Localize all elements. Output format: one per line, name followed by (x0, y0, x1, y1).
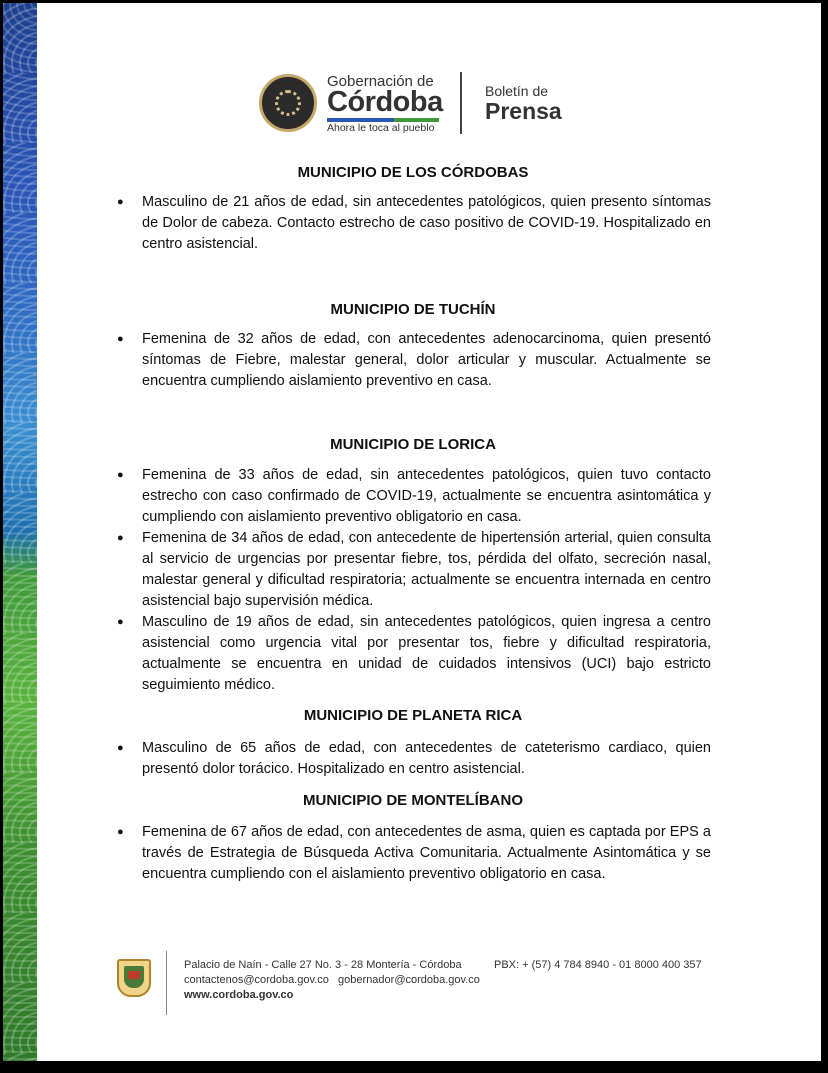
letterhead (259, 69, 589, 139)
band-pattern (3, 3, 37, 1061)
footer-address: Palacio de Naín - Calle 27 No. 3 - 28 Montería - Córdoba (184, 959, 462, 971)
case-paragraph: Masculino de 21 años de edad, sin antecedentes patológicos, quien presento síntomas de Dolor de cabeza. Contacto estrecho de caso positivo de COVID-19. Hospitalizado en centro asistencial. (142, 194, 711, 252)
bullet-icon: ● (117, 532, 124, 544)
decorative-side-band (3, 3, 37, 1061)
section-title-planeta-rica: MUNICIPIO DE PLANETA RICA (303, 707, 523, 724)
case-paragraph: Femenina de 67 años de edad, con antecedentes de asma, quien es captada por EPS a través de Estrategia de Búsqueda Activa Comunitaria. Actualmente Asintomática y se encuentra cumpliendo con el aislamiento preventivo obligatorio en casa. (142, 824, 711, 882)
gob-big-text: Córdoba (327, 86, 443, 118)
case-paragraph: Femenina de 34 años de edad, con antecedente de hipertensión arterial, quien consulta al servicio de urgencias por presentar fiebre, tos, pérdida del olfato, secreción nasal, malestar general y dificultad respiratoria; actualmente se encuentra internada en centro asistencial bajo supervisión médica. (142, 530, 711, 609)
bullet-icon: ● (117, 826, 124, 838)
bulletin-big-text: Prensa (485, 98, 562, 124)
header-divider (460, 72, 462, 134)
footer-website: www.cordoba.gov.co (184, 989, 294, 1001)
document-page (3, 3, 821, 1061)
coat-of-arms-icon (117, 959, 151, 997)
footer (3, 943, 821, 1023)
bulletin-small-text: Boletín de (485, 83, 549, 99)
case-paragraph: Femenina de 32 años de edad, con antecedentes adenocarcinoma, quien presentó síntomas de Fiebre, malestar general, dolor articular y muscular. Actualmente se encuentra cumpliendo aislamiento preventivo en casa. (142, 331, 711, 389)
section-title-los-cordobas: MUNICIPIO DE LOS CÓRDOBAS (297, 164, 529, 181)
government-seal-icon (259, 74, 317, 132)
gob-small-text: Gobernación de (327, 73, 434, 90)
case-paragraph: Femenina de 33 años de edad, sin antecedentes patológicos, quien tuvo contacto estrecho con caso confirmado de COVID-19, actualmente se encuentra asintomática y cumpliendo con aislamiento preventivo obligatorio en casa. (142, 467, 711, 525)
bullet-icon: ● (117, 333, 124, 345)
bullet-icon: ● (117, 742, 124, 754)
bullet-icon: ● (117, 616, 124, 628)
bullet-icon: ● (117, 196, 124, 208)
footer-phone: PBX: + (57) 4 784 8940 - 01 8000 400 357 (494, 959, 702, 971)
section-title-montelibano: MUNICIPIO DE MONTELÍBANO (303, 792, 523, 809)
section-title-tuchin: MUNICIPIO DE TUCHÍN (330, 301, 496, 318)
footer-divider (166, 951, 167, 1015)
case-paragraph: Masculino de 65 años de edad, con antecedentes de cateterismo cardiaco, quien presentó dolor torácico. Hospitalizado en centro asistencial. (142, 740, 711, 777)
bullet-icon: ● (117, 469, 124, 481)
section-title-lorica: MUNICIPIO DE LORICA (330, 436, 496, 453)
case-paragraph: Masculino de 19 años de edad, sin antecedentes patológicos, quien ingresa a centro asistencial como urgencia vital por presentar tos, fiebre y dificultad respiratoria, actualmente se encuentra en unidad de cuidados intensivos (UCI) bajo estricto seguimiento médico. (142, 614, 711, 693)
gob-tagline: Ahora le toca al pueblo (327, 122, 435, 134)
footer-emails: contactenos@cordoba.gov.co gobernador@cordoba.gov.co (184, 974, 480, 986)
